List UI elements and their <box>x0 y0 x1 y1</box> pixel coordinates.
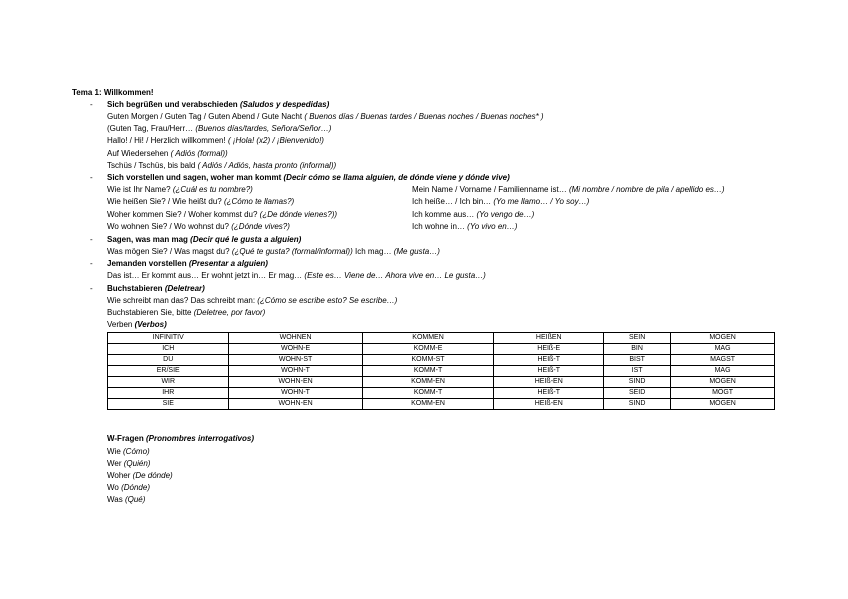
wfragen-item <box>107 495 145 505</box>
line-es: (¿De dónde vienes?)) <box>259 210 338 219</box>
heading-de: Sich begrüßen und verabschieden <box>107 100 238 109</box>
table-cell: HEIß-T <box>494 366 604 377</box>
spell-line <box>107 308 265 318</box>
table-cell: IHR <box>108 388 229 399</box>
line-es: ( Adiós (formal)) <box>170 149 228 158</box>
heading-de: W-Fragen <box>107 434 144 443</box>
section-greet-heading <box>107 100 329 110</box>
wfragen-item <box>107 483 150 493</box>
item-es: (Quién) <box>123 459 151 468</box>
heading-es: (Pronombres interrogativos) <box>145 434 254 443</box>
likes-line <box>107 247 440 257</box>
line-es: ( ¡Hola! (x2) / ¡Bienvenido!) <box>227 136 324 145</box>
wfragen-item <box>107 447 150 457</box>
table-cell: SIE <box>108 399 229 410</box>
section-spell-heading <box>107 284 205 294</box>
heading-es: (Decir qué le gusta a alguien) <box>190 235 302 244</box>
table-cell: WOHN-T <box>229 366 362 377</box>
greet-line <box>107 136 324 146</box>
table-cell: BIN <box>604 344 671 355</box>
table-header-cell: MÖGEN <box>671 333 775 344</box>
table-cell: ICH <box>108 344 229 355</box>
line-es: ( Adiós / Adiós, hasta pronto (informal)) <box>197 161 337 170</box>
intro-right-line <box>412 197 589 207</box>
heading-es: (Verbos) <box>134 320 167 329</box>
line-es: (¿Cómo se escribe esto? Se escribe…) <box>257 296 398 305</box>
table-cell: KOMM-EN <box>362 399 494 410</box>
table-cell: WOHN-EN <box>229 377 362 388</box>
table-header-cell: SEIN <box>604 333 671 344</box>
table-header-cell: HEIßEN <box>494 333 604 344</box>
table-cell: MÖGT <box>671 388 775 399</box>
table-cell: KOMM-ST <box>362 355 494 366</box>
table-cell: WOHN-T <box>229 388 362 399</box>
section-likes-heading <box>107 235 301 245</box>
heading-de: Verben <box>107 320 133 329</box>
table-cell: MAG <box>671 366 775 377</box>
line-de: Das ist… Er kommt aus… Er wohnt jetzt in… Er mag… <box>107 271 303 280</box>
heading-es: (Deletrear) <box>164 284 205 293</box>
greet-line <box>107 124 331 134</box>
item-es: (Cómo) <box>123 447 150 456</box>
line-de: Ich komme aus… <box>412 210 475 219</box>
line-es: (Buenos días/tardes, Señora/Señor…) <box>195 124 332 133</box>
table-cell: DU <box>108 355 229 366</box>
item-de: Wer <box>107 459 122 468</box>
table-cell: WOHN-E <box>229 344 362 355</box>
table-cell: WOHN-ST <box>229 355 362 366</box>
line-de2: Ich mag… <box>354 247 392 256</box>
page-title: Tema 1: Willkommen! <box>72 88 154 97</box>
line-de: Wie schreibt man das? Das schreibt man: <box>107 296 256 305</box>
present-line <box>107 271 486 281</box>
table-cell: HEIß-T <box>494 355 604 366</box>
table-header-cell: KOMMEN <box>362 333 494 344</box>
wfragen-heading <box>107 434 254 444</box>
line-de: Woher kommen Sie? / Woher kommst du? <box>107 210 258 219</box>
heading-de: Jemanden vorstellen <box>107 259 187 268</box>
table-cell: KOMM-T <box>362 366 494 377</box>
intro-left-line <box>107 210 337 220</box>
table-row <box>108 366 775 377</box>
table-row <box>108 355 775 366</box>
table-cell: HEIß-T <box>494 388 604 399</box>
wfragen-item <box>107 471 173 481</box>
table-cell: IST <box>604 366 671 377</box>
table-cell: HEIß-EN <box>494 399 604 410</box>
line-de: Mein Name / Vorname / Familienname ist… <box>412 185 567 194</box>
line-es: (Yo vengo de…) <box>476 210 535 219</box>
table-header-cell: INFINITIV <box>108 333 229 344</box>
intro-right-line <box>412 185 725 195</box>
table-cell: MAGST <box>671 355 775 366</box>
line-de: (Guten Tag, Frau/Herr… <box>107 124 194 133</box>
bullet-dash: - <box>90 259 93 268</box>
line-de: Auf Wiedersehen <box>107 149 169 158</box>
item-de: Was <box>107 495 123 504</box>
item-es: (Qué) <box>124 495 146 504</box>
intro-left-line <box>107 185 253 195</box>
bullet-dash: - <box>90 284 93 293</box>
line-es: (Deletree, por favor) <box>193 308 266 317</box>
line-es: (Mi nombre / nombre de pila / apellido es…) <box>568 185 725 194</box>
table-cell: HEIß-E <box>494 344 604 355</box>
heading-es: (Saludos y despedidas) <box>239 100 330 109</box>
line-es: (¿Dónde vives?) <box>231 222 290 231</box>
table-cell: ER/SIE <box>108 366 229 377</box>
item-de: Wie <box>107 447 121 456</box>
line-es: (¿Cómo te llamas?) <box>223 197 295 206</box>
bullet-dash: - <box>90 235 93 244</box>
table-cell: SEID <box>604 388 671 399</box>
table-cell: MAG <box>671 344 775 355</box>
line-de: Was mögen Sie? / Was magst du? <box>107 247 230 256</box>
bullet-dash: - <box>90 173 93 182</box>
section-present-heading <box>107 259 268 269</box>
item-es: (Dónde) <box>121 483 150 492</box>
table-cell: MÖGEN <box>671 377 775 388</box>
intro-left-line <box>107 222 290 232</box>
table-cell: WOHN-EN <box>229 399 362 410</box>
table-row <box>108 344 775 355</box>
verbs-table <box>107 332 775 410</box>
bullet-dash: - <box>90 100 93 109</box>
table-cell: KOMM-E <box>362 344 494 355</box>
line-de: Buchstabieren Sie, bitte <box>107 308 192 317</box>
table-cell: MÖGEN <box>671 399 775 410</box>
line-es2: (Me gusta…) <box>393 247 440 256</box>
line-es: (Este es… Viene de… Ahora vive en… Le gusta…) <box>304 271 486 280</box>
intro-right-line <box>412 222 517 232</box>
line-es: (Yo vivo en…) <box>467 222 518 231</box>
intro-left-line <box>107 197 294 207</box>
item-de: Wo <box>107 483 119 492</box>
greet-line <box>107 112 544 122</box>
item-es: (De dónde) <box>132 471 173 480</box>
table-row <box>108 399 775 410</box>
table-cell: HEIß-EN <box>494 377 604 388</box>
table-cell: BIST <box>604 355 671 366</box>
line-de: Wie ist Ihr Name? <box>107 185 171 194</box>
greet-line <box>107 149 228 159</box>
table-cell: SIND <box>604 377 671 388</box>
table-cell: SIND <box>604 399 671 410</box>
heading-es: (Presentar a alguien) <box>188 259 268 268</box>
item-de: Woher <box>107 471 131 480</box>
wfragen-item <box>107 459 150 469</box>
table-header-row <box>108 333 775 344</box>
greet-line <box>107 161 336 171</box>
table-cell: WIR <box>108 377 229 388</box>
line-es: (¿Cuál es tu nombre?) <box>172 185 253 194</box>
line-de: Ich wohne in… <box>412 222 465 231</box>
heading-es: (Decir cómo se llama alguien, de dónde viene y dónde vive) <box>283 173 510 182</box>
line-es: (¿Qué te gusta? (formal/informal)) <box>231 247 353 256</box>
line-de: Hallo! / Hi! / Herzlich willkommen! <box>107 136 226 145</box>
line-es: ( Buenos días / Buenas tardes / Buenas noches / Buenas noches* ) <box>304 112 544 121</box>
heading-de: Buchstabieren <box>107 284 163 293</box>
heading-de: Sich vorstellen und sagen, woher man kommt <box>107 173 282 182</box>
table-row <box>108 377 775 388</box>
section-intro-heading <box>107 173 510 183</box>
table-row <box>108 388 775 399</box>
line-de: Tschüs / Tschüs, bis bald <box>107 161 196 170</box>
line-de: Guten Morgen / Guten Tag / Guten Abend / Gute Nacht <box>107 112 303 121</box>
table-cell: KOMM-EN <box>362 377 494 388</box>
line-de: Wie heißen Sie? / Wie heißt du? <box>107 197 222 206</box>
table-cell: KOMM-T <box>362 388 494 399</box>
spell-line <box>107 296 397 306</box>
heading-de: Sagen, was man mag <box>107 235 188 244</box>
verbs-heading <box>107 320 167 330</box>
intro-right-line <box>412 210 534 220</box>
table-header-cell: WOHNEN <box>229 333 362 344</box>
line-de: Ich heiße… / Ich bin… <box>412 197 492 206</box>
line-de: Wo wohnen Sie? / Wo wohnst du? <box>107 222 229 231</box>
line-es: (Yo me llamo… / Yo soy…) <box>493 197 590 206</box>
